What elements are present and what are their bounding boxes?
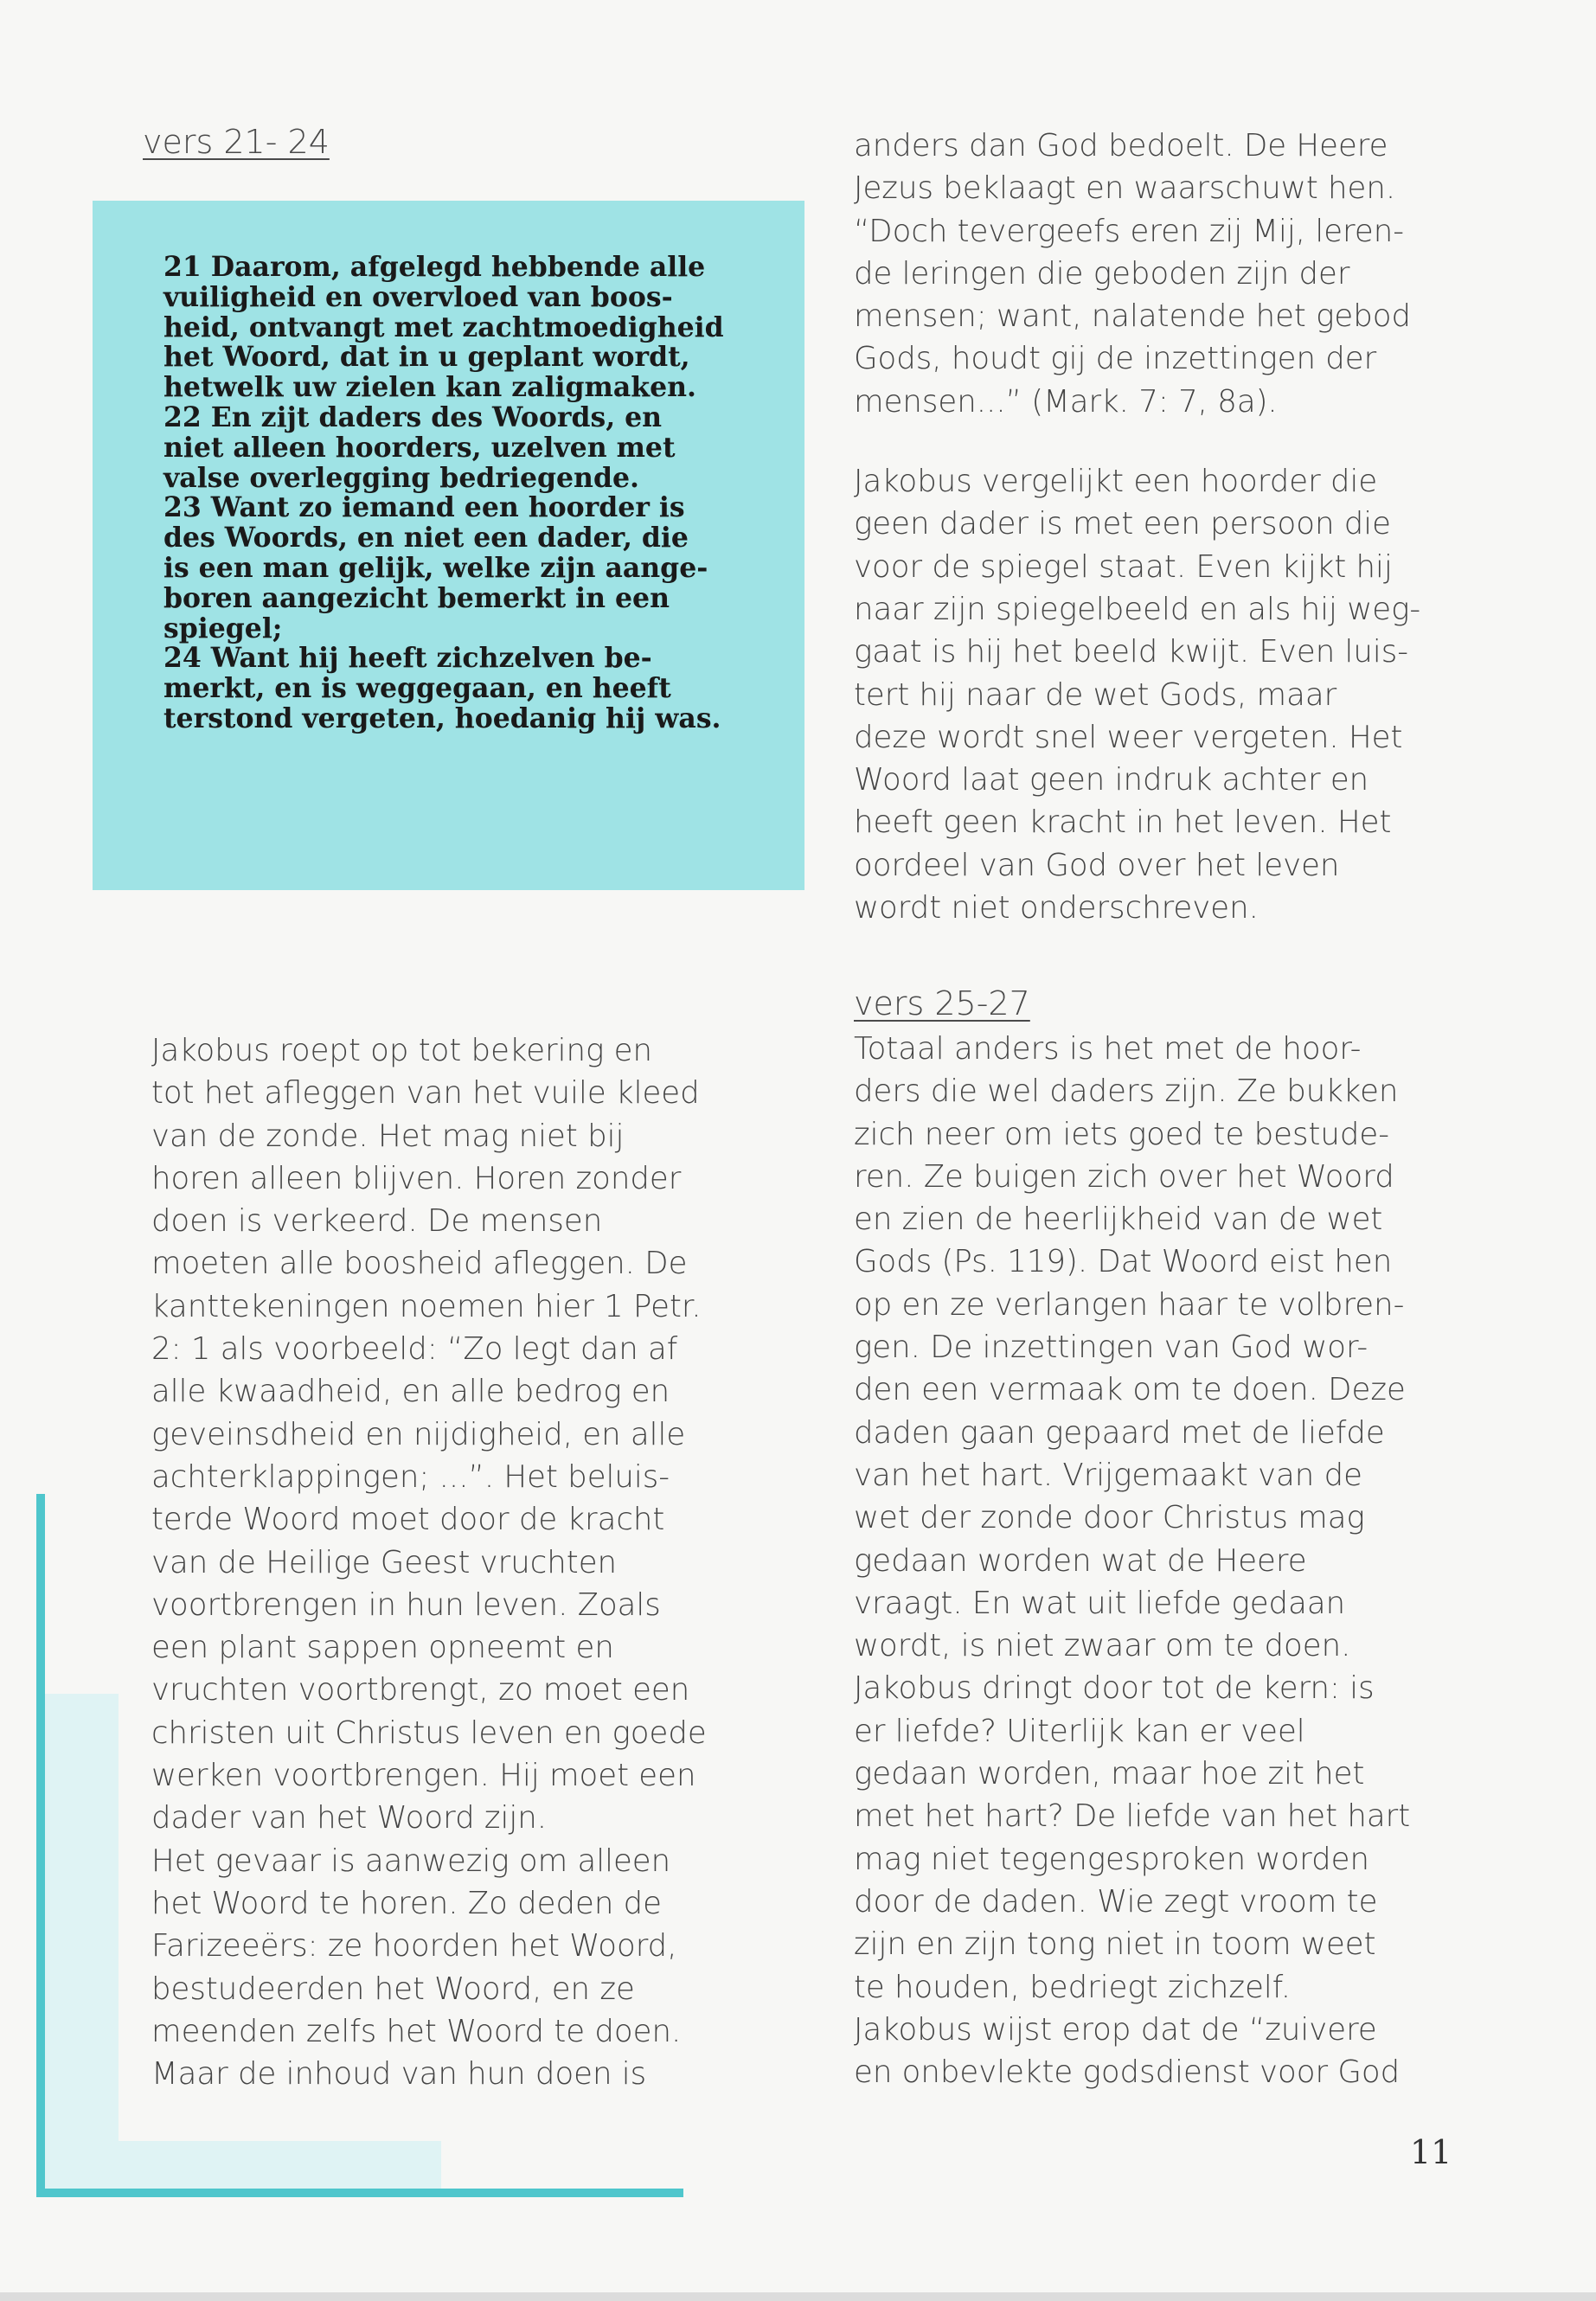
text-line: “Doch tevergeefs eren zij Mij, leren- [854,213,1405,249]
text-line: Jezus beklaagt en waarschuwt hen. [854,170,1396,207]
scripture-line: valse overlegging bedriegende. [163,461,639,494]
left-column-paragraph [151,1029,774,2095]
text-line: van het hart. Vrijgemaakt van de [854,1457,1362,1493]
text-line: wet der zonde door Christus mag [854,1500,1365,1536]
text-line: en onbevlekte godsdienst voor God [854,2054,1401,2091]
scripture-line: heid, ontvangt met zachtmoedigheid [163,311,724,343]
text-line: Maar de inhoud van hun doen is [151,2056,647,2093]
paragraph-gap [854,423,1494,460]
text-line: kanttekeningen noemen hier 1 Petr. [151,1288,702,1324]
right-column-top [854,125,1494,929]
text-line: zijn en zijn tong niet in toom weet [854,1926,1376,1963]
scripture-line: boren aangezicht bemerkt in een [163,581,670,614]
text-line: voortbrengen in hun leven. Zoals [151,1586,661,1623]
text-line: achterklappingen; ...”. Het beluis- [151,1458,670,1495]
text-line: het Woord te horen. Zo deden de [151,1885,663,1921]
text-line: wordt, is niet zwaar om te doen. [854,1628,1351,1664]
scripture-line: merkt, en is weggegaan, en heeft [163,672,671,705]
scripture-text [163,253,752,734]
text-line: gaat is hij het beeld kwijt. Even luis- [854,634,1409,670]
text-line: christen uit Christus leven en goede [151,1715,707,1751]
scripture-line: des Woords, en niet een dader, die [163,522,689,554]
text-line: naar zijn spiegelbeeld en als hij weg- [854,591,1421,627]
text-line: door de daden. Wie zegt vroom te [854,1883,1378,1920]
text-line: Jakobus dringt door tot de kern: is [854,1670,1375,1707]
text-line: ren. Ze buigen zich over het Woord [854,1158,1394,1195]
text-line: en zien de heerlijkheid van de wet [854,1202,1383,1238]
text-line: gedaan worden wat de Heere [854,1542,1307,1579]
scripture-box [93,201,804,890]
text-line: tert hij naar de wet Gods, maar [854,676,1337,713]
text-line: gedaan worden, maar hoe zit het [854,1756,1365,1792]
text-line: Het gevaar is aanwezig om alleen [151,1843,671,1879]
text-line: wordt niet onderschreven. [854,890,1259,926]
page-number: 11 [1410,2133,1452,2171]
text-line: zich neer om iets goed te bestude- [854,1116,1390,1152]
text-line: met het hart? De liefde van het hart [854,1798,1411,1835]
text-line: vraagt. En wat uit liefde gedaan [854,1585,1346,1621]
page-bottom-edge [0,2292,1596,2301]
text-line: den een vermaak om te doen. Deze [854,1372,1406,1408]
text-line: dader van het Woord zijn. [151,1800,548,1836]
scripture-line: 24 Want hij heeft zichzelven be- [163,642,652,675]
text-line: de leringen die geboden zijn der [854,255,1350,292]
text-line: mensen; want, nalatende het gebod [854,298,1412,335]
scripture-line: is een man gelijk, welke zijn aange- [163,551,708,584]
text-line: Jakobus roept op tot bekering en [151,1033,652,1068]
text-line: op en ze verlangen haar te volbren- [854,1286,1405,1323]
text-line: vruchten voortbrengt, zo moet een [151,1672,690,1708]
text-line: Jakobus wijst erop dat de “zuivere [854,2011,1377,2048]
text-line: terde Woord moet door de kracht [151,1502,665,1538]
text-line: oordeel van God over het leven [854,847,1340,883]
decorative-block [45,2141,441,2189]
text-line: bestudeerden het Woord, en ze [151,1971,635,2007]
scripture-line: niet alleen hoorders, uzelven met [163,431,676,464]
text-line: tot het afleggen van het vuile kleed [151,1075,700,1112]
text-line: te houden, bedriegt zichzelf. [854,1969,1291,2005]
decorative-block [45,1694,119,2189]
text-line: gen. De inzettingen van God wor- [854,1330,1368,1366]
text-line: er liefde? Uiterlijk kan er veel [854,1713,1305,1749]
text-line: van de zonde. Het mag niet bij [151,1118,625,1154]
text-line: mensen...” (Mark. 7: 7, 8a). [854,383,1278,420]
text-line: alle kwaadheid, en alle bedrog en [151,1374,670,1410]
text-line: ders die wel daders zijn. Ze bukken [854,1074,1399,1110]
text-line: moeten alle boosheid afleggen. De [151,1246,688,1282]
text-line: voor de spiegel staat. Even kijkt hij [854,548,1393,585]
scripture-line: hetwelk uw zielen kan zaligmaken. [163,371,697,404]
text-line: werken voortbrengen. Hij moet een [151,1758,696,1794]
text-line: Jakobus vergelijkt een hoorder die [854,464,1378,500]
scripture-line: terstond vergeten, hoedanig hij was. [163,702,721,734]
text-line: doen is verkeerd. De mensen [151,1203,603,1240]
text-line: een plant sappen opneemt en [151,1630,614,1666]
text-line: 2: 1 als voorbeeld: “Zo legt dan af [151,1331,678,1368]
text-line: geveinsdheid en nijdigheid, en alle [151,1416,686,1452]
scripture-line: spiegel; [163,612,283,644]
scripture-line: 21 Daarom, afgelegd hebbende alle [163,251,706,283]
section-heading-vers-25-27: vers 25-27 [854,984,1030,1022]
text-line: geen dader is met een persoon die [854,506,1391,542]
text-line: daden gaan gepaard met de liefde [854,1414,1385,1451]
text-line: Gods, houdt gij de inzettingen der [854,341,1377,377]
text-line: van de Heilige Geest vruchten [151,1544,618,1580]
text-line: Woord laat geen indruk achter en [854,762,1369,798]
text-line: Totaal anders is het met de hoor- [854,1031,1362,1067]
text-line: deze wordt snel weer vergeten. Het [854,719,1403,755]
text-line: horen alleen blijven. Horen zonder [151,1160,682,1196]
scripture-line: 23 Want zo iemand een hoorder is [163,491,685,524]
section-heading-vers-21-24: vers 21- 24 [143,123,330,161]
scripture-line: het Woord, dat in u geplant wordt, [163,341,690,374]
text-line: Farizeeërs: ze hoorden het Woord, [151,1928,677,1965]
text-line: Gods (Ps. 119). Dat Woord eist hen [854,1244,1393,1280]
decorative-horizontal-line [36,2189,683,2197]
text-line: heeft geen kracht in het leven. Het [854,804,1392,841]
text-line: mag niet tegengesproken worden [854,1841,1369,1877]
text-line: anders dan God bedoelt. De Heere [854,128,1388,163]
text-line: meenden zelfs het Woord te doen. [151,2013,682,2049]
scripture-line: 22 En zijt daders des Woords, en [163,401,663,433]
right-column-bottom [854,1028,1494,2093]
scripture-line: vuiligheid en overvloed van boos- [163,280,673,313]
decorative-vertical-line [36,1494,45,2197]
